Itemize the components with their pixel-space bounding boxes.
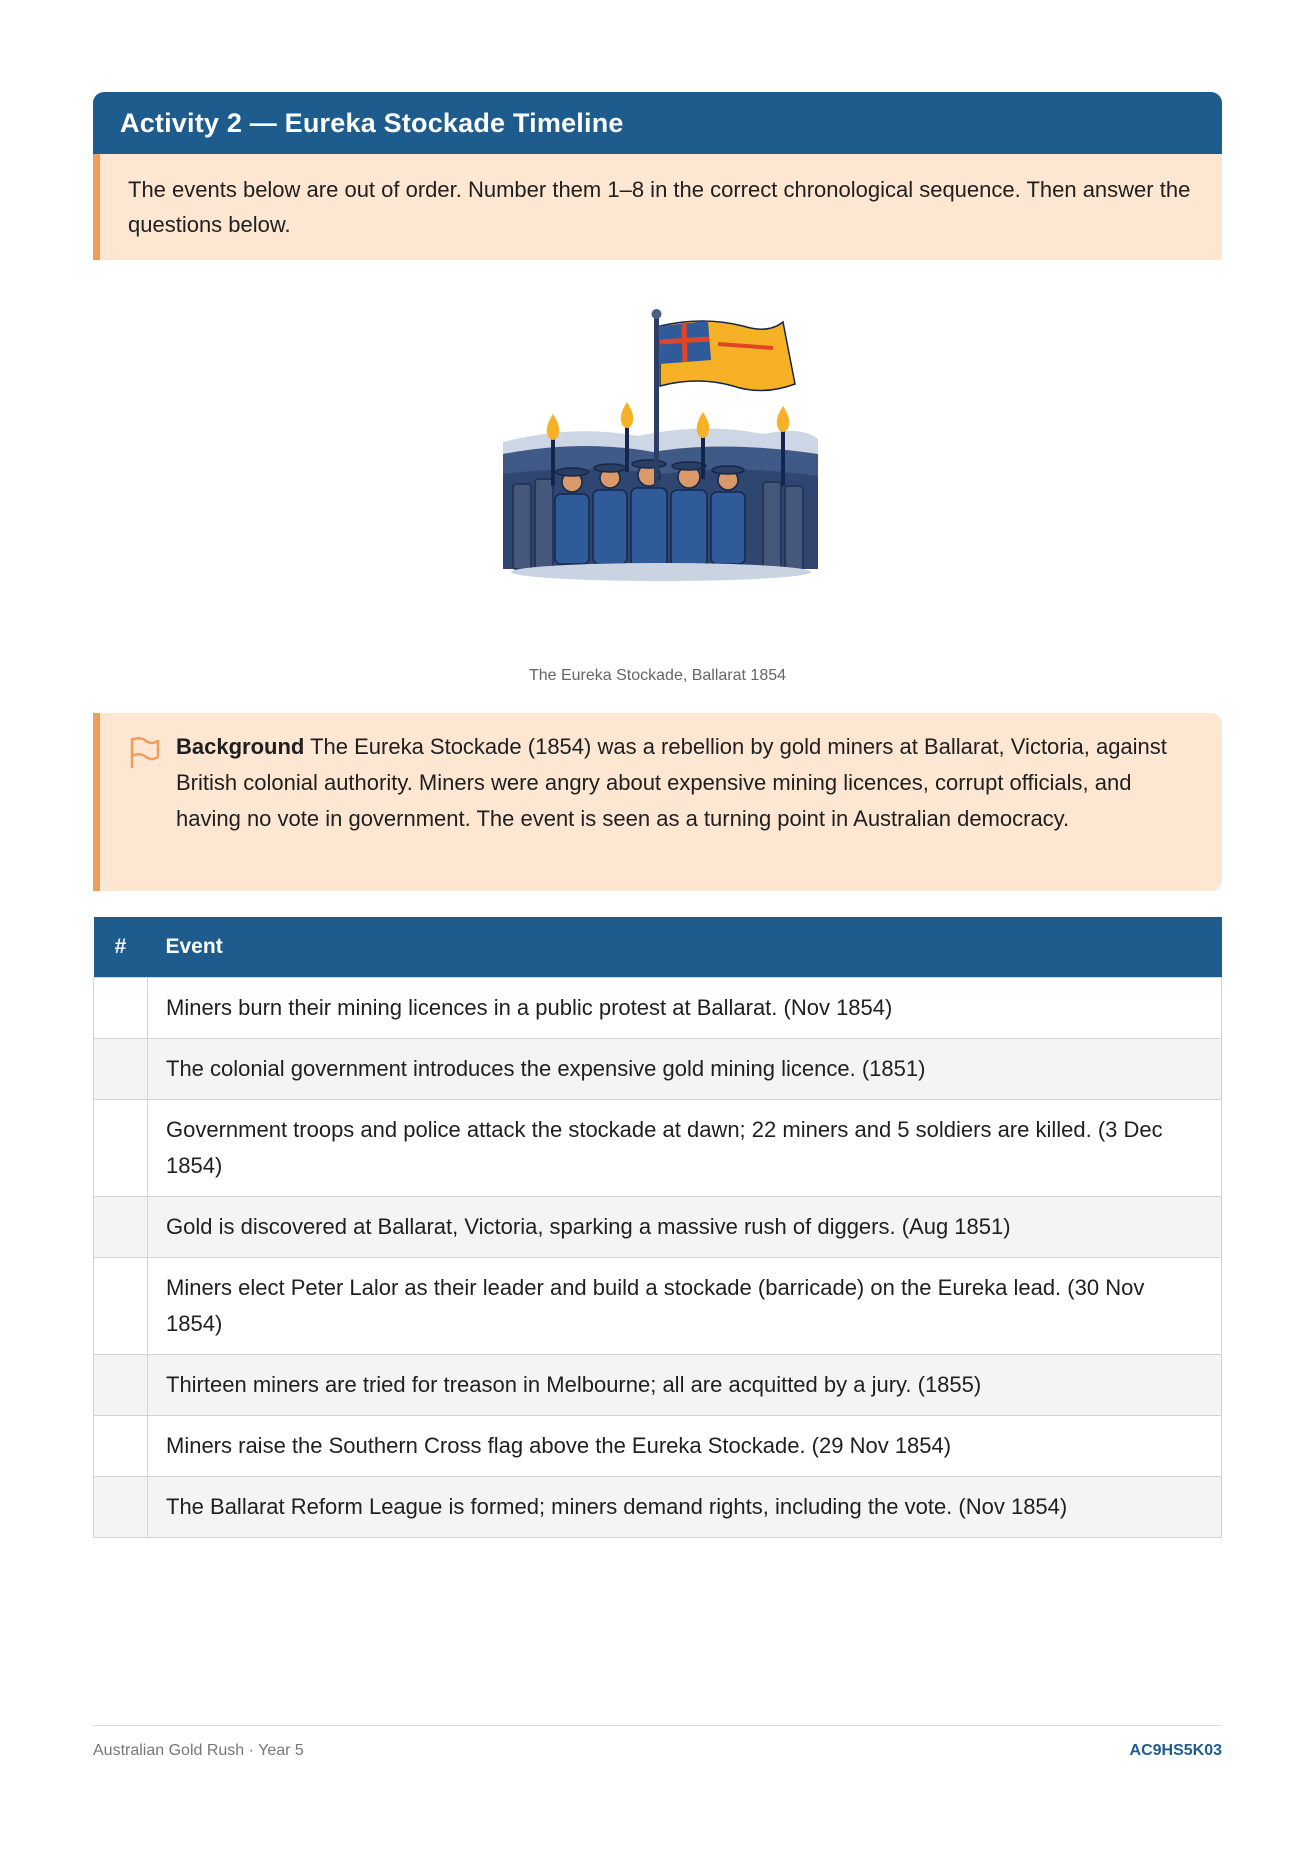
sequence-number-cell[interactable] xyxy=(94,1197,148,1258)
instructions-box xyxy=(93,154,1222,260)
table-row xyxy=(94,1477,1222,1538)
eureka-illustration-figure xyxy=(93,304,1222,685)
sequence-number-cell[interactable] xyxy=(94,978,148,1039)
header-event: Event xyxy=(148,917,1222,978)
callout-body xyxy=(176,729,1182,871)
table-row xyxy=(94,978,1222,1039)
table-row xyxy=(94,1416,1222,1477)
instructions-text: The events below are out of order. Number them 1–8 in the correct chronological sequence. Then answer the questions below. xyxy=(128,177,1191,237)
sequence-number-cell[interactable] xyxy=(94,1039,148,1100)
events-table xyxy=(93,917,1222,1538)
sequence-number-cell[interactable] xyxy=(94,1355,148,1416)
header-number: # xyxy=(94,917,148,978)
footer-curriculum-code: AC9HS5K03 xyxy=(1129,1742,1222,1759)
footer-unit-label: Australian Gold Rush · Year 5 xyxy=(93,1742,304,1759)
sequence-number-cell[interactable] xyxy=(94,1477,148,1538)
event-cell: Miners burn their mining licences in a public protest at Ballarat. (Nov 1854) xyxy=(148,978,1222,1039)
event-cell: Gold is discovered at Ballarat, Victoria, sparking a massive rush of diggers. (Aug 1851) xyxy=(148,1197,1222,1258)
table-row xyxy=(94,1100,1222,1197)
sequence-number-cell[interactable] xyxy=(94,1258,148,1355)
event-cell: Miners elect Peter Lalor as their leader and build a stockade (barricade) on the Eureka lead. (30 Nov 1854) xyxy=(148,1258,1222,1355)
event-cell: The colonial government introduces the expensive gold mining licence. (1851) xyxy=(148,1039,1222,1100)
table-row xyxy=(94,1355,1222,1416)
callout-text: The Eureka Stockade (1854) was a rebellion by gold miners at Ballarat, Victoria, against British colonial authority. Miners were angry about expensive mining licences, corrupt officials, and having no vote in government. The event is seen as a turning point in Australian democracy. xyxy=(176,734,1167,831)
activity-header xyxy=(93,92,1222,154)
page-footer xyxy=(93,1725,1222,1760)
background-callout xyxy=(93,713,1222,891)
sequence-number-cell[interactable] xyxy=(94,1100,148,1197)
table-row xyxy=(94,1039,1222,1100)
flag-icon xyxy=(128,729,176,871)
table-header-row xyxy=(94,917,1222,978)
worksheet-page xyxy=(93,92,1222,1538)
activity-title: Activity 2 — Eureka Stockade Timeline xyxy=(120,107,624,138)
event-cell: The Ballarat Reform League is formed; miners demand rights, including the vote. (Nov 1854) xyxy=(148,1477,1222,1538)
table-row xyxy=(94,1258,1222,1355)
table-row xyxy=(94,1197,1222,1258)
event-cell: Government troops and police attack the stockade at dawn; 22 miners and 5 soldiers are killed. (3 Dec 1854) xyxy=(148,1100,1222,1197)
callout-label: Background xyxy=(176,734,305,759)
event-cell: Thirteen miners are tried for treason in Melbourne; all are acquitted by a jury. (1855) xyxy=(148,1355,1222,1416)
sequence-number-cell[interactable] xyxy=(94,1416,148,1477)
figure-caption: The Eureka Stockade, Ballarat 1854 xyxy=(528,667,787,684)
eureka-stockade-illustration xyxy=(463,304,853,634)
event-cell: Miners raise the Southern Cross flag above the Eureka Stockade. (29 Nov 1854) xyxy=(148,1416,1222,1477)
